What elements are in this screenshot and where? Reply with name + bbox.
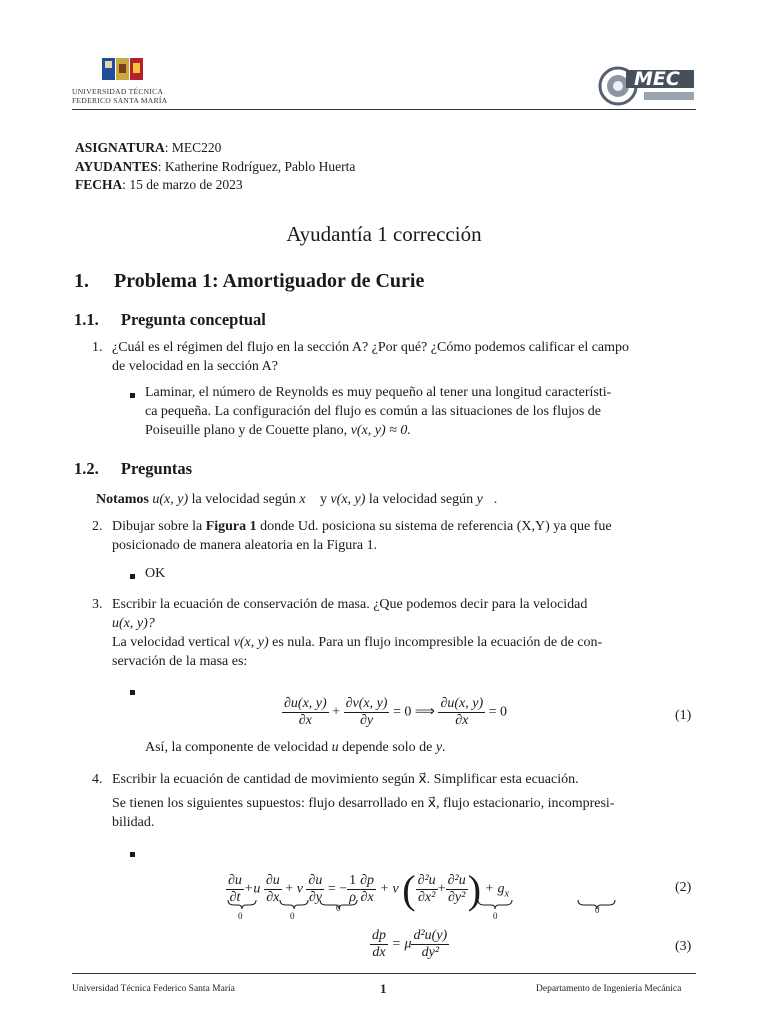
university-line-1: UNIVERSIDAD TÉCNICA <box>72 87 164 96</box>
answer-math: v(x, y) ≈ 0. <box>350 423 411 438</box>
equation-number: (3) <box>675 939 692 954</box>
operator: + ν <box>379 881 399 897</box>
operator: = 0 <box>488 704 508 720</box>
numerator: d²u(y) <box>413 928 448 943</box>
conclusion-text: Así, la componente de velocidad <box>145 740 332 755</box>
question-text-line: Escribir la ecuación de cantidad de movimiento según x⃗. Simplificar esta ecuación. <box>112 772 579 787</box>
date-line <box>75 177 243 193</box>
fraction <box>438 696 485 729</box>
section-number: 1. <box>74 270 89 292</box>
fraction <box>411 928 449 961</box>
denominator: ∂y² <box>446 889 468 906</box>
operator: + <box>285 881 294 897</box>
numerator: ∂²u <box>417 873 436 888</box>
bullet <box>130 690 135 695</box>
equation-number: (2) <box>675 880 692 895</box>
operator: = 0 ⟹ <box>392 704 435 720</box>
denominator: dx <box>370 944 388 961</box>
question-1 <box>92 338 702 376</box>
answer-math: v(x, y) <box>233 635 269 650</box>
footer-rule <box>72 973 696 974</box>
answer-text-line: Poiseuille plano y de Couette plano, <box>145 423 351 438</box>
fraction <box>282 696 329 729</box>
page-number: 1 <box>380 981 387 996</box>
subsection-number: 1.2. <box>74 459 99 478</box>
notation-text: y <box>316 492 331 507</box>
numerator: ∂u(x, y) <box>440 696 484 711</box>
section-title: Problema 1: Amortiguador de Curie <box>114 270 425 292</box>
answer-text-line: es nula. Para un flujo incompresible la ecuación de de con- <box>268 635 603 650</box>
equation-1 <box>282 696 507 729</box>
question-4 <box>92 770 702 789</box>
question-3 <box>92 595 702 633</box>
page-title: Ayudantía 1 corrección <box>286 222 482 246</box>
conclusion-text: depende solo de <box>338 740 436 755</box>
denominator: ρ <box>347 889 358 906</box>
denominator: ∂y <box>344 712 390 729</box>
denominator: ∂x <box>438 712 485 729</box>
university-line-2: FEDERICO SANTA MARÍA <box>72 96 168 105</box>
denominator: ∂t <box>226 889 244 906</box>
brace-label: 0 <box>493 911 498 921</box>
notation-vector: x⃗ <box>299 492 317 507</box>
question-text-line: ¿Cuál es el régimen del flujo en la sección A? ¿Por qué? ¿Cómo podemos calificar el campo <box>112 340 630 355</box>
subsection-number: 1.1. <box>74 310 99 329</box>
question-number: 1. <box>92 340 103 355</box>
date-label: FECHA <box>75 177 123 192</box>
answer-3-text <box>112 633 697 671</box>
notation-math: v(x, y) <box>330 492 366 507</box>
underbraces <box>220 898 640 918</box>
notation-text: la velocidad según <box>365 492 477 507</box>
denominator: ∂x <box>358 889 376 906</box>
course-line <box>75 140 221 156</box>
underbrace <box>280 900 308 909</box>
subscript: x <box>504 888 509 900</box>
answer-2: OK <box>145 566 166 581</box>
underbrace <box>228 900 256 909</box>
answer-text-line: servación de la masa es: <box>112 654 248 669</box>
subsection-title: Pregunta conceptual <box>120 310 266 329</box>
underbrace <box>478 900 512 909</box>
fraction <box>370 928 388 961</box>
operator: = − <box>327 881 348 897</box>
course-value: : MEC220 <box>164 140 222 155</box>
answer-text-line: Laminar, el número de Reynolds es muy pequeño al tener una longitud característi- <box>145 385 612 400</box>
bullet <box>130 852 135 857</box>
brace-label: 0 <box>238 911 243 921</box>
assistants-value: : Katherine Rodríguez, Pablo Huerta <box>157 159 356 174</box>
numerator: 1 <box>349 873 357 888</box>
numerator: ∂u <box>228 873 242 888</box>
fraction <box>344 696 390 729</box>
answer-text-line: La velocidad vertical <box>112 635 234 650</box>
operator: + <box>437 881 446 897</box>
notation-vector: y⃗ <box>476 492 494 507</box>
conclusion-math: u <box>331 740 339 755</box>
question-text-line: Escribir la ecuación de conservación de masa. ¿Que podemos decir para la velocidad <box>112 597 588 612</box>
header-rule <box>72 109 696 110</box>
footer-left: Universidad Técnica Federico Santa María <box>72 984 235 994</box>
notation-line <box>96 490 497 509</box>
answer-text-line: ca pequeña. La configuración del flujo es común a las situaciones de los flujos de <box>145 404 602 419</box>
brace-label: 0 <box>595 905 600 915</box>
notation-bold: Notamos <box>96 492 149 507</box>
conclusion-text: . <box>442 740 446 755</box>
notation-math: u(x, y) <box>152 492 189 507</box>
equation-3 <box>370 928 449 961</box>
question-text-line: de velocidad en la sección A? <box>112 359 278 374</box>
question-text-line: u(x, y)? <box>112 616 155 631</box>
answer-text-line: Se tienen los siguientes supuestos: flujo desarrollado en x⃗, flujo estacionario, incompresi- <box>112 796 615 811</box>
subsection-heading-1 <box>74 310 266 330</box>
notation-text: la velocidad según <box>188 492 300 507</box>
notation-text: . <box>493 492 498 507</box>
variable: v <box>296 881 303 897</box>
conclusion-math: y <box>435 740 443 755</box>
equation-number: (1) <box>675 708 692 723</box>
numerator: ∂u <box>265 873 280 888</box>
mec-logo <box>598 66 696 106</box>
figure-ref: Figura 1 <box>205 519 257 534</box>
section-heading <box>74 270 424 293</box>
brace-label: 0 <box>336 903 341 913</box>
conclusion-3 <box>145 738 446 757</box>
numerator: ∂u <box>308 873 323 888</box>
assistants-label: AYUDANTES <box>75 159 158 174</box>
question-text-line: posicionado de manera aleatoria en la Figura 1. <box>112 538 378 553</box>
question-number: 2. <box>92 519 103 534</box>
question-number: 4. <box>92 772 103 787</box>
utfsm-logo <box>102 58 144 86</box>
brace-label: 0 <box>290 911 295 921</box>
mec-logo-text: MEC <box>634 68 680 90</box>
question-text-line: Dibujar sobre la <box>112 519 206 534</box>
answer-text-line: bilidad. <box>112 815 155 830</box>
subsection-title: Preguntas <box>120 459 193 478</box>
operator: + g <box>484 881 505 897</box>
answer-1 <box>145 383 697 440</box>
subsection-heading-2 <box>74 459 192 479</box>
question-number: 3. <box>92 597 103 612</box>
numerator: ∂p <box>360 873 375 888</box>
question-2 <box>92 517 702 555</box>
operator: +u <box>243 881 261 897</box>
denominator: ∂x <box>282 712 329 729</box>
denominator: ∂y <box>306 889 324 906</box>
numerator: dp <box>372 928 386 943</box>
bullet <box>130 574 135 579</box>
bullet <box>130 393 135 398</box>
answer-4-text <box>112 794 697 832</box>
left-paren: ( <box>402 867 416 912</box>
date-value: : 15 de marzo de 2023 <box>122 177 243 192</box>
assistants-line <box>75 159 355 175</box>
question-text-line: donde Ud. posiciona su sistema de referencia (X,Y) ya que fue <box>256 519 612 534</box>
right-paren: ) <box>467 867 482 912</box>
university-name <box>72 87 167 105</box>
denominator: ∂x² <box>416 889 438 906</box>
operator: = μ <box>391 936 412 952</box>
numerator: ∂v(x, y) <box>345 696 388 711</box>
denominator: ∂x <box>264 889 282 906</box>
numerator: ∂²u <box>447 873 466 888</box>
denominator: dy² <box>411 944 449 961</box>
operator: + <box>332 704 341 720</box>
numerator: ∂u(x, y) <box>284 696 327 711</box>
course-label: ASIGNATURA <box>75 140 165 155</box>
footer-right: Departamento de Ingeniería Mecánica <box>536 984 682 994</box>
